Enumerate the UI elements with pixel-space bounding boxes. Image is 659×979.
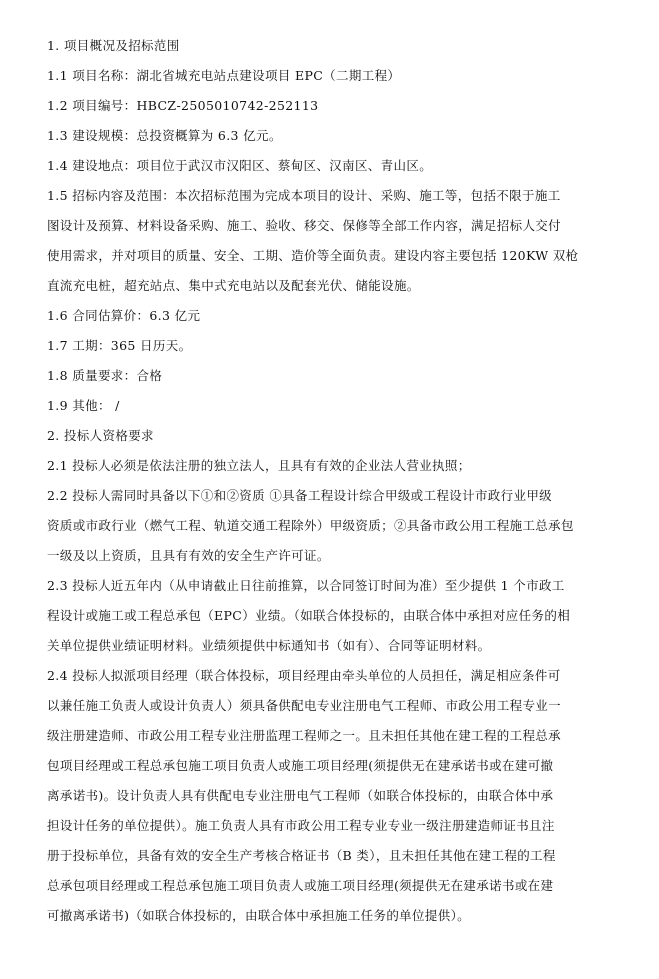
item-1-7: 1.7 工期：365 日历天。 <box>47 338 192 353</box>
item-1-5-cont: 图设计及预算、材料设备采购、施工、验收、移交、保修等全部工作内容，满足招标人交付 <box>47 218 562 233</box>
item-1-5-cont: 使用需求，并对项目的质量、安全、工期、造价等全面负责。建设内容主要包括 120KW 双枪 <box>47 248 579 263</box>
section-heading-1: 1. 项目概况及招标范围 <box>47 38 180 53</box>
item-2-4-cont: 级注册建造师、市政公用工程专业注册监理工程师之一。且未担任其他在建工程的工程总承 <box>47 728 562 743</box>
section-heading-2: 2. 投标人资格要求 <box>47 428 154 443</box>
item-2-4-cont: 离承诺书)。设计负责人具有供配电专业注册电气工程师（如联合体投标的，由联合体中承 <box>47 788 554 803</box>
item-2-4-cont: 以兼任施工负责人或设计负责人）须具备供配电专业注册电气工程师、市政公用工程专业一 <box>47 698 562 713</box>
item-2-4: 2.4 投标人拟派项目经理（联合体投标，项目经理由牵头单位的人员担任，满足相应条件可 <box>47 668 561 683</box>
item-2-3: 2.3 投标人近五年内（从申请截止日往前推算，以合同签订时间为准）至少提供 1 个市政工 <box>47 578 565 593</box>
item-1-8: 1.8 质量要求：合格 <box>47 368 163 383</box>
item-2-4-cont: 包项目经理或工程总承包施工项目负责人或施工项目经理(须提供无在建承诺书或在建可撤 <box>47 758 554 773</box>
item-2-4-cont: 总承包项目经理或工程总承包施工项目负责人或施工项目经理(须提供无在建承诺书或在建 <box>47 878 554 893</box>
item-1-9: 1.9 其他： / <box>47 398 120 413</box>
item-1-1: 1.1 项目名称：湖北省城充电站点建设项目 EPC（二期工程） <box>47 68 401 83</box>
item-2-2-cont: 一级及以上资质，且具有有效的安全生产许可证。 <box>47 548 330 563</box>
item-1-5: 1.5 招标内容及范围：本次招标范围为完成本项目的设计、采购、施工等，包括不限于施工 <box>47 188 561 203</box>
item-2-2: 2.2 投标人需同时具备以下①和②资质 ①具备工程设计综合甲级或工程设计市政行业甲级 <box>47 488 553 503</box>
item-1-2: 1.2 项目编号：HBCZ-2505010742-252113 <box>47 98 319 113</box>
item-2-3-cont: 关单位提供业绩证明材料。业绩须提供中标通知书（如有）、合同等证明材料。 <box>47 638 491 653</box>
item-1-4: 1.4 建设地点：项目位于武汉市汉阳区、蔡甸区、汉南区、青山区。 <box>47 158 433 173</box>
item-2-4-cont: 担设计任务的单位提供）。施工负责人具有市政公用工程专业专业一级注册建造师证书且注 <box>47 818 555 833</box>
item-1-6: 1.6 合同估算价：6.3 亿元 <box>47 308 201 323</box>
item-2-3-cont: 程设计或施工或工程总承包（EPC）业绩。（如联合体投标的，由联合体中承担对应任务的相 <box>47 608 571 623</box>
item-2-4-cont: 可撤离承诺书)（如联合体投标的，由联合体中承担施工任务的单位提供）。 <box>47 908 471 923</box>
item-1-3: 1.3 建设规模：总投资概算为 6.3 亿元。 <box>47 128 282 143</box>
item-1-5-cont: 直流充电桩，超充站点、集中式充电站以及配套光伏、储能设施。 <box>47 278 420 293</box>
item-2-4-cont: 册于投标单位，具备有效的安全生产考核合格证书（B 类），且未担任其他在建工程的工程 <box>47 848 556 863</box>
item-2-2-cont: 资质或市政行业（燃气工程、轨道交通工程除外）甲级资质；②具备市政公用工程施工总承包 <box>47 518 574 533</box>
item-2-1: 2.1 投标人必须是依法注册的独立法人，且具有有效的企业法人营业执照； <box>47 458 471 473</box>
